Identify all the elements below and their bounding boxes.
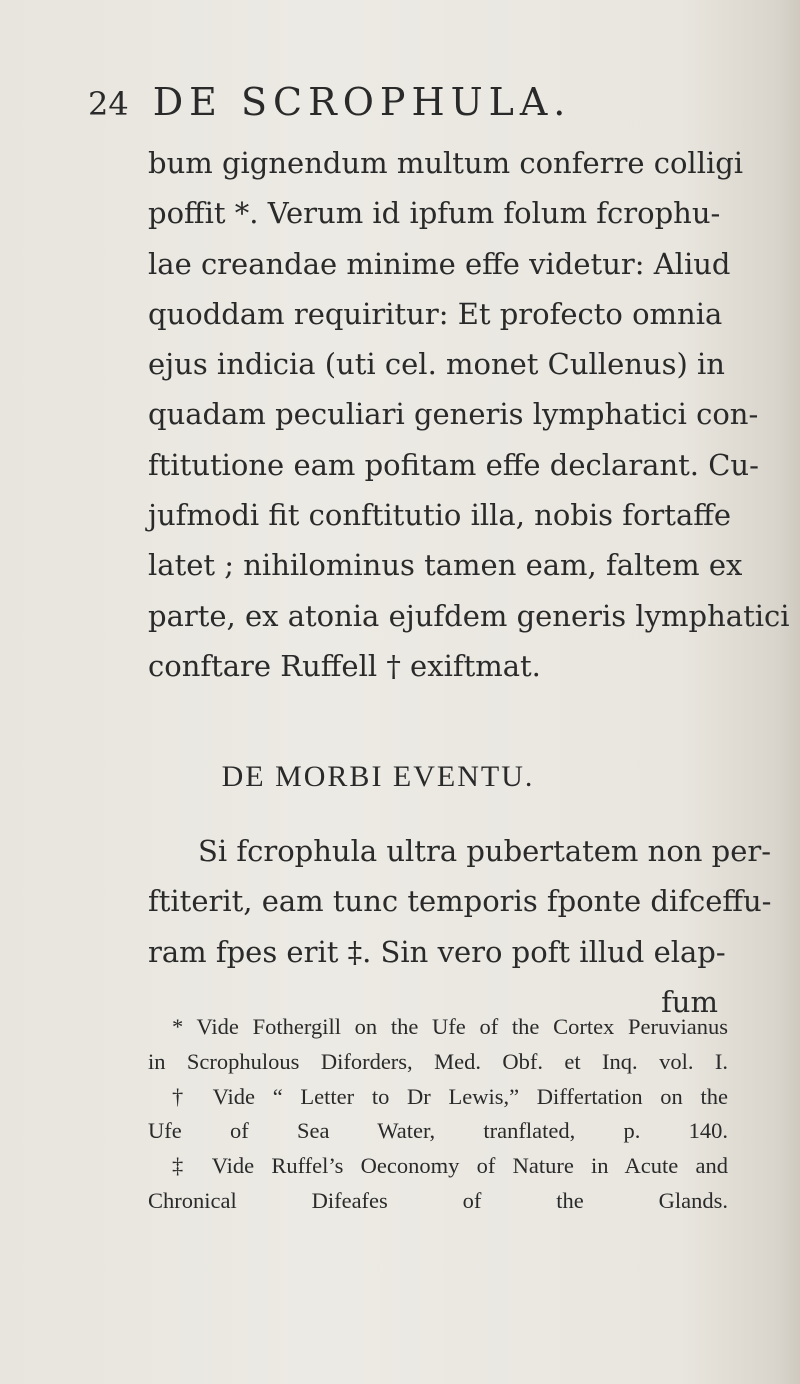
footnote-line: in Scrophulous Diforders, Med. Obf. et Inq. vol. I.	[148, 1048, 728, 1074]
text-line: poffit *. Verum id ipfum folum fcrophu-	[148, 196, 721, 231]
text-line: quoddam requiritur: Et profecto omnia	[148, 296, 723, 331]
section-heading: DE MORBI EVENTU.	[221, 760, 535, 793]
text-line: parte, ex atonia ejufdem generis lymphatici	[148, 598, 790, 633]
running-header	[88, 80, 688, 130]
footnote-line: ‡ Vide Ruffel’s Oeconomy of Nature in Acute and	[172, 1153, 728, 1179]
page-number: 24	[88, 85, 129, 123]
catchword: fum	[661, 984, 718, 1019]
text-line: jufmodi fit conftitutio illa, nobis fortaffe	[148, 498, 732, 533]
footnote-line: Ufe of Sea Water, tranflated, p. 140.	[148, 1118, 728, 1144]
footnotes	[148, 1010, 728, 1219]
running-title: DE SCROPHULA.	[152, 80, 572, 124]
text-line: ftitutione eam pofitam effe declarant. Cu-	[148, 447, 759, 482]
text-line: latet ; nihilominus tamen eam, faltem ex	[148, 548, 743, 583]
text-line: ram fpes erit ‡. Sin vero poft illud elap-	[148, 934, 726, 969]
text-line: ejus indicia (uti cel. monet Cullenus) in	[148, 347, 725, 382]
text-line: Si fcrophula ultra pubertatem non per-	[198, 834, 772, 868]
text-line: conftare Ruffell † exiftmat.	[148, 648, 541, 683]
text-line: bum gignendum multum conferre colligi	[148, 146, 744, 180]
text-line: ftiterit, eam tunc temporis fponte difceffu-	[148, 884, 772, 919]
footnote-line: † Vide “ Letter to Dr Lewis,” Differtation on the	[172, 1083, 728, 1109]
text-line: quadam peculiari generis lymphatici con-	[148, 397, 759, 432]
footnote-line: * Vide Fothergill on the Ufe of the Cortex Peruvianus	[172, 1014, 728, 1039]
paragraph-causes	[148, 138, 790, 691]
paragraph-prognosis	[148, 826, 772, 1027]
text-line: lae creandae minime effe videtur: Aliud	[148, 246, 731, 281]
footnote-line: Chronical Difeafes of the Glands.	[148, 1187, 728, 1213]
